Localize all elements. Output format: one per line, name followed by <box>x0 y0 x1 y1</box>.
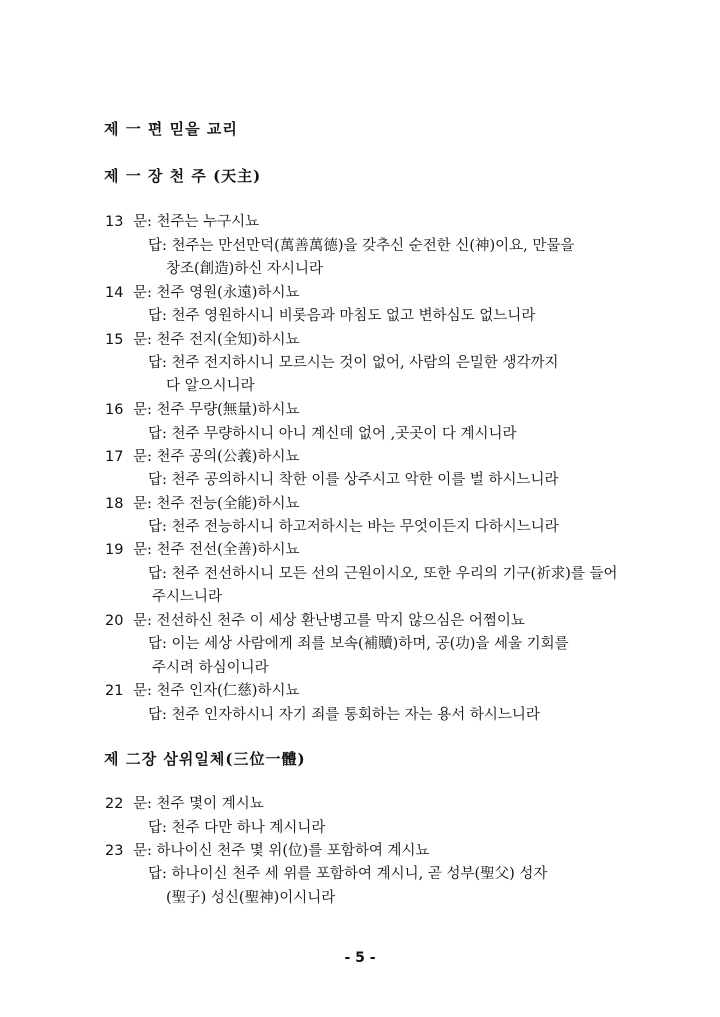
question-number: 19 <box>105 542 124 558</box>
question-text: 문: 천주 무량(無量)하시뇨 <box>133 402 300 418</box>
answer-17: 답: 천주 공의하시니 착한 이를 상주시고 악한 이를 벌 하시느니라 <box>148 472 559 488</box>
question-13 <box>105 212 259 232</box>
answer-20-continued: 주시려 하심이니라 <box>152 660 269 676</box>
question-text: 문: 천주 공의(公義)하시뇨 <box>133 449 300 465</box>
question-21 <box>105 681 299 701</box>
question-number: 21 <box>105 683 124 699</box>
question-text: 문: 천주 인자(仁慈)하시뇨 <box>133 683 300 699</box>
answer-14: 답: 천주 영원하시니 비롯음과 마침도 없고 변하심도 없느니라 <box>148 308 536 324</box>
question-number: 16 <box>105 402 124 418</box>
answer-23-continued: (聖子) 성신(聖神)이시니라 <box>166 890 336 906</box>
chapter2-title: 제 二장 삼위일체(三位一體) <box>104 750 306 768</box>
answer-13-continued: 창조(創造)하신 자시니라 <box>166 261 323 277</box>
question-text: 문: 하나이신 천주 몇 위(位)를 포함하여 계시뇨 <box>133 843 430 859</box>
part-title: 제 一 편 믿을 교리 <box>104 120 238 138</box>
chapter1-title: 제 一 장 천 주 (天主) <box>104 167 262 185</box>
page-number: - 5 - <box>344 950 376 966</box>
answer-18: 답: 천주 전능하시니 하고저하시는 바는 무엇이든지 다하시느니라 <box>148 519 559 535</box>
answer-15-continued: 다 알으시니라 <box>166 378 255 394</box>
question-text: 문: 천주 영원(永遠)하시뇨 <box>133 285 300 301</box>
question-number: 23 <box>105 843 124 859</box>
answer-16: 답: 천주 무량하시니 아니 계신데 없어 ,곳곳이 다 계시니라 <box>148 426 517 442</box>
question-number: 15 <box>105 332 124 348</box>
answer-21: 답: 천주 인자하시니 자기 죄를 통회하는 자는 용서 하시느니라 <box>148 707 540 723</box>
question-23 <box>105 841 429 861</box>
question-text: 문: 천주 전지(全知)하시뇨 <box>133 332 300 348</box>
question-number: 18 <box>105 496 124 512</box>
question-20 <box>105 611 525 631</box>
question-number: 20 <box>105 613 124 629</box>
question-15 <box>105 330 299 350</box>
question-number: 22 <box>105 796 124 812</box>
answer-15: 답: 천주 전지하시니 모르시는 것이 없어, 사람의 은밀한 생각까지 <box>148 355 559 371</box>
question-16 <box>105 400 299 420</box>
question-14 <box>105 283 299 303</box>
question-number: 13 <box>105 214 124 230</box>
question-text: 문: 천주는 누구시뇨 <box>133 214 260 230</box>
question-number: 17 <box>105 449 124 465</box>
question-text: 문: 천주 전선(全善)하시뇨 <box>133 542 300 558</box>
question-text: 문: 천주 몇이 계시뇨 <box>133 796 264 812</box>
question-number: 14 <box>105 285 124 301</box>
question-text: 문: 전선하신 천주 이 세상 환난병고를 막지 않으심은 어쩜이뇨 <box>133 613 525 629</box>
answer-19: 답: 천주 전선하시니 모든 선의 근원이시오, 또한 우리의 기구(祈求)를 들어 <box>148 566 618 582</box>
question-text: 문: 천주 전능(全能)하시뇨 <box>133 496 300 512</box>
answer-22: 답: 천주 다만 하나 계시니라 <box>148 820 326 836</box>
answer-20: 답: 이는 세상 사람에게 죄를 보속(補贖)하며, 공(功)을 세울 기회를 <box>148 636 569 652</box>
answer-13: 답: 천주는 만선만덕(萬善萬德)을 갖추신 순전한 신(神)이요, 만물을 <box>148 238 575 254</box>
question-19 <box>105 540 299 560</box>
question-17 <box>105 447 299 467</box>
question-18 <box>105 494 299 514</box>
answer-23: 답: 하나이신 천주 세 위를 포함하여 계시니, 곧 성부(聖父) 성자 <box>148 866 548 882</box>
answer-19-continued: 주시느니라 <box>152 589 223 605</box>
question-22 <box>105 794 264 814</box>
